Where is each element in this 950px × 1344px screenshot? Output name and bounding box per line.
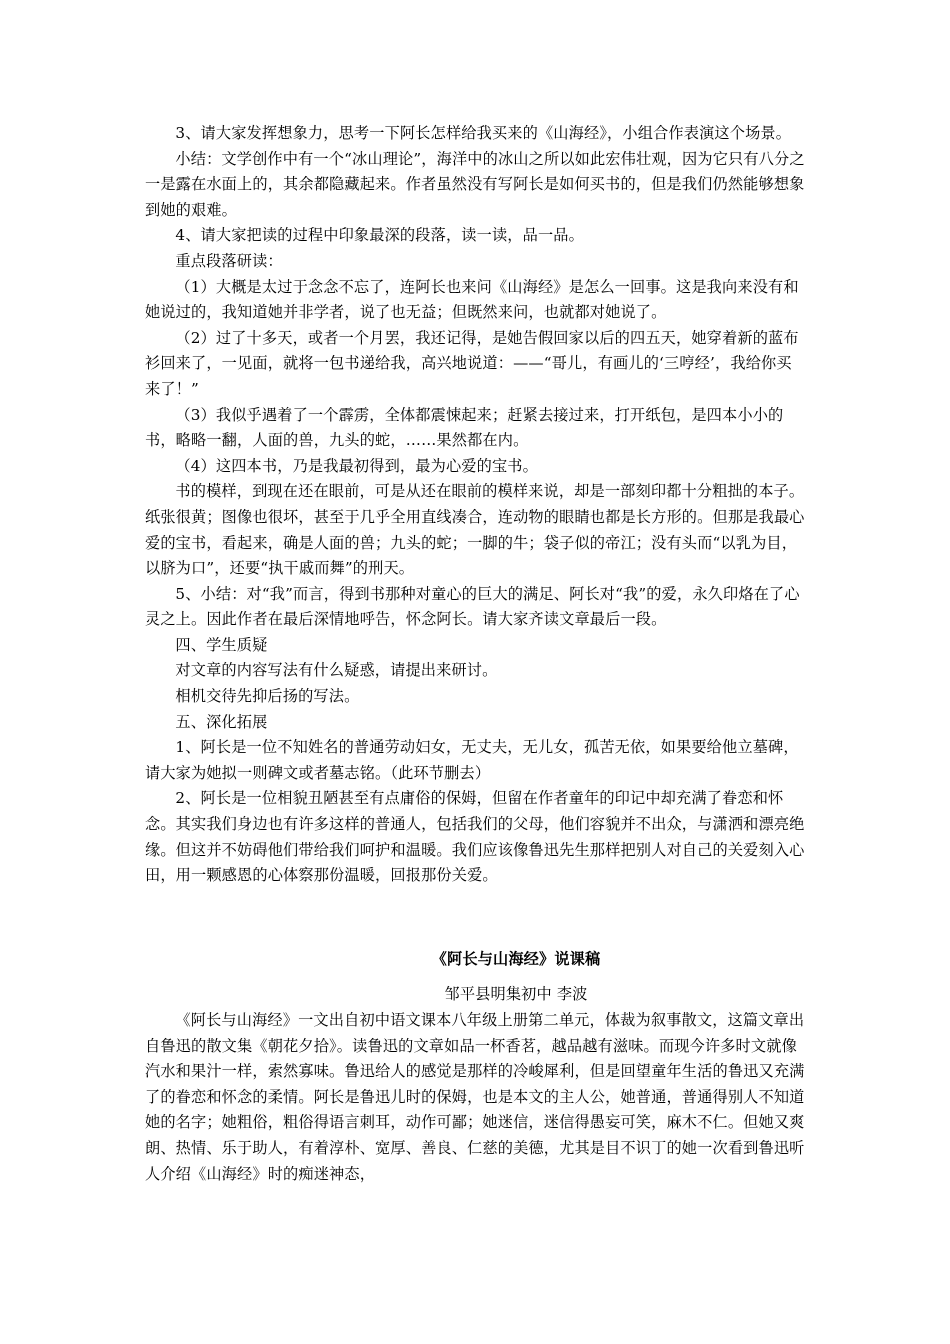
paragraph: （3）我似乎遇着了一个霹雳，全体都震悚起来；赶紧去接过来，打开纸包，是四本小小的书，略略一翻，人面的兽，九头的蛇，……果然都在内。 [145, 405, 784, 450]
paragraph: 3、请大家发挥想象力，思考一下阿长怎样给我买来的《山海经》，小组合作表演这个场景。 [175, 124, 792, 142]
section-spacer [145, 889, 807, 947]
paragraph: 相机交待先抑后扬的写法。 [175, 687, 360, 706]
paragraph: 1、阿长是一位不知姓名的普通劳动妇女，无丈夫，无儿女，孤苦无依，如果要给他立墓碑，请大家为她拟一则碑文或者墓志铭。（此环节删去） [145, 738, 799, 782]
paragraph: 对文章的内容写法有什么疑惑，请提出来研讨。 [175, 661, 498, 680]
paragraph: 《阿长与山海经》一文出自初中语文课本八年级上册第二单元，体裁为叙事散文，这篇文章出自鲁迅的散文集《朝花夕拾》。读鲁迅的文章如品一杯香茗，越品越有滋味。而现今许多时文就像汽水和果汁一样，索然寡味。鲁迅给人的感觉是那样的冷峻犀利，但是回望童年生活的鲁迅又充满了的眷恋和怀念的柔情。阿长是鲁迅儿时的保姆，也是本文的主人公，她普通，普通得别人不知道她的名字；她粗俗，粗俗得语言刺耳，动作可鄙；她迷信，迷信得愚妄可笑，麻木不仁。但她又爽朗、热情、乐于助人，有着淳朴、宽厚、善良、仁慈的美德，尤其是目不识丁的她一次看到鲁迅听人介绍《山海经》时的痴迷神态， [145, 1011, 805, 1183]
paragraph: 小结：文学创作中有一个“冰山理论”，海洋中的冰山之所以如此宏伟壮观，因为它只有八分之一是露在水面上的，其余都隐藏起来。作者虽然没有写阿长是如何买书的，但是我们仍然能够想象到她的艰难。 [145, 149, 805, 219]
author-line: 邹平县明集初中 李波 [444, 985, 588, 1004]
document-body [145, 121, 807, 1187]
section-heading: 四、学生质疑 [175, 635, 268, 654]
paragraph: （4）这四本书，乃是我最初得到，最为心爱的宝书。 [175, 456, 538, 475]
paragraph: （1）大概是太过于念念不忘了，连阿长也来问《山海经》是怎么一回事。这是我向来没有和她说过的，我知道她并非学者，说了也无益；但既然来问，也就都对她说了。 [145, 277, 799, 322]
paragraph: 4、请大家把读的过程中印象最深的段落，读一读，品一品。 [175, 226, 584, 245]
section-heading: 五、深化拓展 [175, 712, 268, 731]
paragraph: 2、阿长是一位相貌丑陋甚至有点庸俗的保姆，但留在作者童年的印记中却充满了眷恋和怀念。其实我们身边也有许多这样的普通人，包括我们的父母，他们容貌并不出众，与潇洒和漂亮绝缘。但这并不妨碍他们带给我们呵护和温暖。我们应该像鲁迅先生那样把别人对自己的关爱刻入心田，用一颗感恩的心体察那份温暖，回报那份关爱。 [145, 789, 805, 885]
paragraph: 书的模样，到现在还在眼前，可是从还在眼前的模样来说，却是一部刻印都十分粗拙的本子。纸张很黄；图像也很坏，甚至于几乎全用直线凑合，连动物的眼睛也都是长方形的。但那是我最心爱的宝书，看起来，确是人面的兽；九头的蛇；一脚的牛；袋子似的帝江；没有头而“以乳为目，以脐为口”，还要“执干戚而舞”的刑天。 [145, 482, 805, 578]
paragraph: （2）过了十多天，或者一个月罢，我还记得，是她告假回家以后的四五天，她穿着新的蓝布衫回来了，一见面，就将一包书递给我，高兴地说道：——“哥儿，有画儿的‘三哼经’，我给你买来了！” [145, 328, 799, 398]
document-title: 《阿长与山海经》说课稿 [431, 949, 601, 968]
paragraph: 5、小结：对“我”而言，得到书那种对童心的巨大的满足、阿长对“我”的爱，永久印烙在了心灵之上。因此作者在最后深情地呼告，怀念阿长。请大家齐读文章最后一段。 [145, 584, 800, 629]
paragraph: 重点段落研读： [175, 251, 283, 270]
